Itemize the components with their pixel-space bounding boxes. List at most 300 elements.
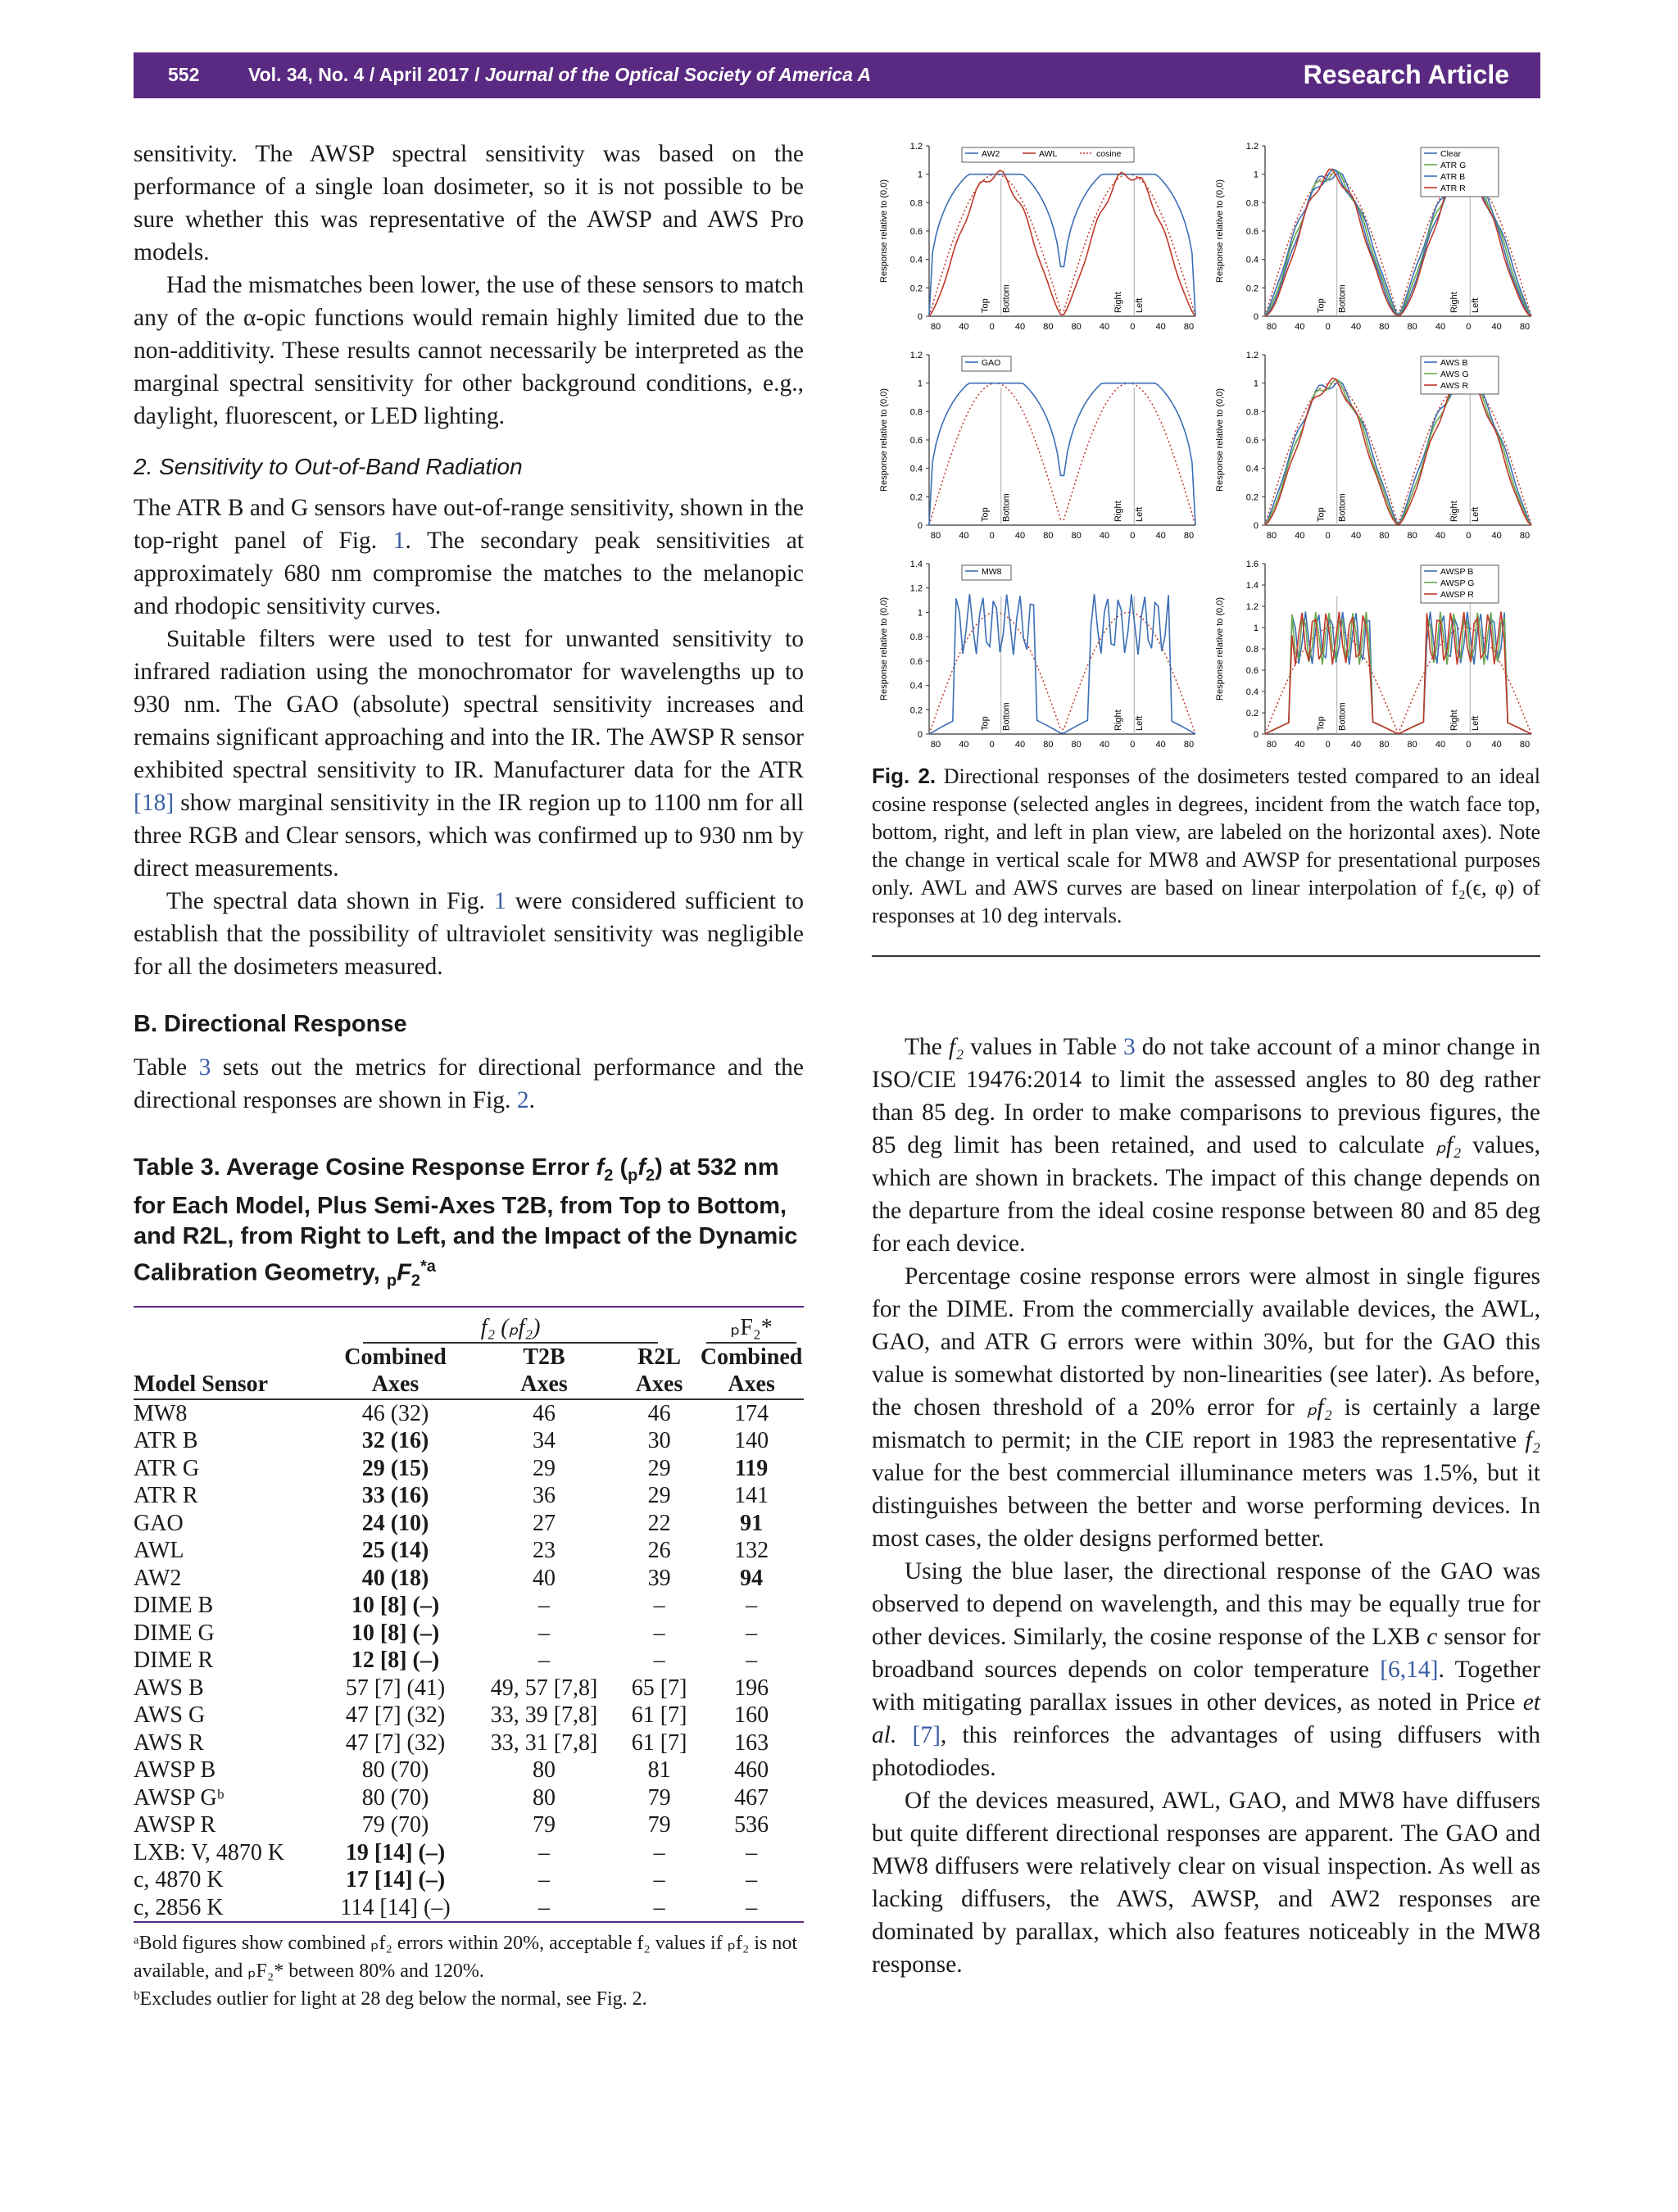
y-tick-label: 1 — [1253, 623, 1258, 633]
table-cell: 119 — [734, 1455, 769, 1481]
y-tick-label: 1.4 — [909, 560, 923, 569]
table-cell: 29 — [533, 1455, 556, 1481]
x-tick-label: 0 — [1325, 740, 1331, 750]
chart-panel — [1208, 555, 1535, 760]
table-cell: 160 — [734, 1702, 769, 1729]
y-axis-label: Response relative to (0,0) — [879, 179, 889, 283]
y-tick-label: 1.2 — [1245, 602, 1258, 612]
table-row — [134, 1811, 804, 1839]
table-cell-model: AWSP R — [134, 1812, 216, 1838]
citation-link[interactable]: [6,14] — [1380, 1657, 1439, 1683]
x-tick-label: 40 — [1014, 531, 1026, 541]
table-cell-model: AWS G — [134, 1702, 206, 1729]
x-tick-label: 0 — [1325, 322, 1331, 332]
y-tick-label: 0 — [1253, 312, 1258, 322]
x-tick-label: 80 — [1407, 740, 1417, 750]
y-tick-label: 0.2 — [909, 705, 923, 716]
table-cell: – — [746, 1867, 758, 1893]
legend-label: AWSP B — [1440, 567, 1474, 577]
table-cell-model: c, 4870 K — [134, 1867, 224, 1893]
table-row — [134, 1702, 804, 1729]
table-row — [134, 1894, 804, 1923]
axis-direction-label: Bottom — [1337, 702, 1348, 731]
x-tick-label: 80 — [1519, 740, 1531, 750]
x-tick-label: 40 — [1350, 322, 1362, 332]
table-cell: 46 — [533, 1400, 556, 1426]
legend-label: ATR R — [1440, 184, 1466, 193]
y-tick-label: 1 — [917, 170, 923, 180]
axis-direction-label: Right — [1113, 709, 1123, 731]
paragraph: The f₂ values in Table 3 do not take account of a minor change in ISO/CIE 19476:2014 to limit the assessed angles to 80 deg rather than 85 deg. In order to make comparisons to previous figures, the 85 deg limit has been retained, and used to calculate ₚf₂ values, which are shown in brackets. The impact of this change depends on the departure from the ideal cosine response between 80 and 85 deg for each device. — [872, 1034, 1540, 1257]
x-tick-label: 40 — [1295, 322, 1305, 332]
table-cell: 24 (10) — [361, 1510, 429, 1536]
table-cell: 94 — [740, 1565, 764, 1591]
y-tick-label: 0.8 — [1245, 407, 1258, 418]
x-tick-label: 80 — [1407, 531, 1417, 541]
table-row — [134, 1565, 804, 1593]
table-cell: – — [746, 1593, 758, 1619]
table-cell: – — [746, 1648, 758, 1674]
x-tick-label: 40 — [1099, 740, 1110, 750]
figure-divider — [872, 955, 1540, 957]
axis-direction-label: Left — [1471, 297, 1481, 313]
table-cell: 25 (14) — [361, 1538, 429, 1564]
x-tick-label: 40 — [1099, 531, 1110, 541]
table-row — [134, 1427, 804, 1455]
table-cell: – — [538, 1620, 551, 1646]
table-cell: 79 (70) — [361, 1812, 429, 1838]
y-axis-label: Response relative to (0,0) — [879, 388, 889, 492]
table-cell: – — [746, 1894, 758, 1920]
table-cell: 46 (32) — [361, 1400, 429, 1426]
table-caption: Table 3. Average Cosine Response Error $f_2$ $(_pf_2)$ at 532 nm for Each Model, Plus Semi-Axes T2B, from Top to Bottom, and R2L, from Right to Left, and the Impact of the Dynamic Calibration Geometry, $_pF_2^{*a}$ — [134, 1154, 798, 1290]
chart-panel — [872, 138, 1200, 342]
figure-2 — [872, 138, 1540, 768]
axis-direction-label: Right — [1113, 292, 1123, 313]
table-cell: 114 [14] (–) — [340, 1894, 451, 1920]
y-axis-label: Response relative to (0,0) — [1215, 388, 1225, 492]
table-cell: – — [653, 1620, 665, 1646]
legend-label: ATR B — [1440, 172, 1466, 182]
x-tick-label: 0 — [989, 322, 995, 332]
x-tick-label: 40 — [1155, 531, 1166, 541]
axis-direction-label: Bottom — [1337, 284, 1348, 313]
legend-label: AWS B — [1440, 358, 1468, 368]
table-ref-link[interactable]: 3 — [1122, 1034, 1136, 1060]
paragraph: The spectral data shown in Fig. 1 were considered sufficient to establish that the possibility of ultraviolet sensitivity was negligible for all the dosimeters measured. — [134, 888, 804, 980]
x-tick-label: 0 — [989, 740, 995, 750]
paragraph: Using the blue laser, the directional response of the GAO was observed to depend on wavelength, and this may be equally true for other devices. Similarly, the cosine response of the LXB c sensor for broadband sources depends on color temperature [6,14]. Together with mitigating parallax issues in other devices, as noted in Price et al. [7], this reinforces the advantages of using diffusers with photodiodes. — [872, 1558, 1541, 1781]
cosine-curve — [929, 383, 1195, 525]
table-cell: 39 — [647, 1565, 671, 1591]
table-cell-model: DIME G — [134, 1620, 215, 1646]
x-tick-label: 40 — [959, 740, 969, 750]
table-cell: 17 [14] (–) — [345, 1867, 446, 1893]
table-cell: 29 (15) — [361, 1455, 429, 1481]
table-cell-model: AWS B — [134, 1675, 204, 1701]
table-cell: – — [538, 1894, 551, 1920]
table-cell: 19 [14] (–) — [345, 1839, 446, 1865]
right-column — [872, 1031, 1540, 1981]
x-tick-label: 80 — [1379, 531, 1390, 541]
series-line — [1265, 378, 1531, 525]
legend-label: Clear — [1440, 149, 1462, 159]
citation-link[interactable]: [7] — [912, 1722, 941, 1748]
x-tick-label: 0 — [1466, 322, 1472, 332]
table-cell: 80 — [533, 1784, 556, 1811]
table-row — [134, 1756, 804, 1784]
x-tick-label: 80 — [1043, 531, 1054, 541]
y-tick-label: 0.6 — [1245, 227, 1258, 237]
table-row — [134, 1620, 804, 1648]
table-cell: 141 — [734, 1483, 769, 1509]
subsection-heading: 2. Sensitivity to Out-of-Band Radiation — [134, 454, 523, 479]
table-cell-model: GAO — [134, 1510, 184, 1536]
x-tick-label: 40 — [1491, 322, 1502, 332]
journal-info: Vol. 34, No. 4 / April 2017 / Journal of the Optical Society of America A — [248, 64, 872, 85]
series-line — [929, 175, 1195, 316]
table-cell-model: c, 2856 K — [134, 1894, 224, 1920]
y-tick-label: 0.4 — [909, 681, 923, 691]
x-tick-label: 80 — [1407, 322, 1417, 332]
x-tick-label: 40 — [1295, 740, 1305, 750]
figure-ref-link[interactable]: 1 — [493, 888, 506, 914]
page-header — [134, 52, 1540, 98]
paragraph: Of the devices measured, AWL, GAO, and MW8 have diffusers but quite different directional responses are apparent. The GAO and MW8 diffusers were relatively clear on visual inspection. As well as lacking diffusers, the AWS, AWSP, and AW2 responses are dominated by parallax, which also features noticeably in the MW8 response. — [872, 1788, 1540, 1978]
axis-direction-label: Left — [1135, 506, 1145, 522]
table-cell-model: LXB: V, 4870 K — [134, 1839, 285, 1865]
left-column — [134, 138, 804, 2013]
figure-ref-link[interactable]: 1 — [392, 528, 406, 554]
x-tick-label: 40 — [1295, 531, 1305, 541]
table-cell: 26 — [647, 1538, 671, 1564]
x-tick-label: 80 — [1379, 322, 1390, 332]
legend-label: ATR G — [1440, 161, 1467, 170]
y-tick-label: 1 — [917, 378, 923, 389]
journal-name: Journal of the Optical Society of America A — [484, 64, 872, 85]
y-tick-label: 0.6 — [909, 227, 923, 237]
table-cell-model: AWL — [134, 1538, 184, 1564]
table-cell: 65 [7] — [631, 1675, 687, 1701]
y-tick-label: 1.2 — [1245, 351, 1258, 360]
table-cell: 34 — [533, 1428, 556, 1454]
axis-direction-label: Right — [1449, 292, 1459, 313]
axis-direction-label: Top — [1316, 716, 1327, 731]
y-tick-label: 0 — [917, 521, 923, 531]
table-cell: 49, 57 [7,8] — [490, 1675, 598, 1701]
y-tick-label: 0.8 — [1245, 645, 1258, 655]
x-tick-label: 0 — [1466, 531, 1472, 541]
x-tick-label: 40 — [1099, 322, 1110, 332]
y-tick-label: 0 — [917, 312, 923, 322]
table-cell: 174 — [734, 1400, 769, 1426]
y-tick-label: 0.4 — [909, 255, 923, 265]
x-tick-label: 80 — [1183, 531, 1195, 541]
x-tick-label: 80 — [1071, 740, 1082, 750]
table-cell: 79 — [647, 1784, 671, 1811]
paragraph: Had the mismatches been lower, the use of these sensors to match any of the α-opic functions would remain highly limited due to the non-additivity. These results cannot necessarily be interpreted as the marginal spectral sensitivity for other background conditions, e.g., daylight, fluorescent, or LED lighting. — [134, 272, 804, 429]
table-cell: 79 — [647, 1812, 671, 1838]
table-cell-model: DIME R — [134, 1648, 214, 1674]
legend-label: GAO — [982, 358, 1001, 368]
table-cell-model: ATR G — [134, 1455, 200, 1481]
y-tick-label: 0.2 — [909, 283, 923, 294]
y-tick-label: 0.4 — [1245, 687, 1258, 697]
chart-panel — [1208, 138, 1535, 342]
axis-direction-label: Right — [1449, 501, 1459, 522]
paragraph: sensitivity. The AWSP spectral sensitivity was based on the performance of a single loan dosimeter, so it is not possible to be sure whether this was representative of the AWSP and AWS Pro models. — [134, 141, 804, 265]
table-cell: – — [538, 1867, 551, 1893]
table-cell-model: ATR R — [134, 1483, 198, 1509]
legend-label: AWL — [1039, 149, 1058, 159]
table-cell: 46 — [647, 1400, 671, 1426]
axis-direction-label: Bottom — [1337, 493, 1348, 522]
table-cell: – — [538, 1839, 551, 1865]
table-cell: 80 (70) — [361, 1784, 429, 1811]
table-cell: 40 — [533, 1565, 556, 1591]
x-tick-label: 40 — [1435, 740, 1446, 750]
y-tick-label: 0.8 — [909, 198, 923, 209]
table-cell: 61 [7] — [631, 1702, 687, 1729]
table-row — [134, 1510, 804, 1538]
table-cell: 467 — [734, 1784, 769, 1811]
table-row — [134, 1399, 804, 1428]
x-tick-label: 80 — [1071, 531, 1082, 541]
paragraph: The ATR B and G sensors have out-of-range sensitivity, shown in the top-right panel of Fig. 1. The secondary peak sensitivities at approximately 680 nm compromise the matches to the melanopic and rhodopic sensitivity curves. — [134, 495, 805, 619]
table-footnote-b: ᵇExcludes outlier for light at 28 deg below the normal, see Fig. 2. — [134, 1988, 647, 2010]
table-row — [134, 1455, 804, 1483]
x-tick-label: 40 — [1491, 531, 1502, 541]
x-tick-label: 80 — [930, 531, 941, 541]
y-tick-label: 0.2 — [1245, 709, 1258, 718]
x-tick-label: 80 — [930, 322, 941, 332]
table-cell: 91 — [740, 1510, 764, 1536]
table-cell: – — [653, 1894, 665, 1920]
x-tick-label: 40 — [959, 322, 969, 332]
table-cell: 30 — [647, 1428, 671, 1454]
axis-direction-label: Left — [1471, 506, 1481, 522]
legend-label: AWSP R — [1440, 590, 1474, 600]
y-tick-label: 0.6 — [1245, 436, 1258, 446]
y-tick-label: 0.8 — [909, 632, 923, 643]
x-tick-label: 80 — [1183, 740, 1195, 750]
x-tick-label: 80 — [1266, 740, 1277, 750]
table-cell: 47 [7] (32) — [345, 1729, 446, 1756]
table-cell-model: AWSP B — [134, 1757, 216, 1784]
table-cell: 47 [7] (32) — [345, 1702, 446, 1729]
table-cell-model: ATR B — [134, 1428, 198, 1454]
table-cell: 23 — [533, 1538, 556, 1564]
table-cell: 40 (18) — [361, 1565, 429, 1591]
table-cell: 81 — [647, 1757, 671, 1784]
axis-direction-label: Bottom — [1001, 702, 1012, 731]
x-tick-label: 40 — [1350, 531, 1362, 541]
axis-direction-label: Right — [1113, 501, 1123, 522]
x-tick-label: 80 — [1379, 740, 1390, 750]
paragraph: Table 3 sets out the metrics for directional performance and the directional responses are shown in Fig. 2. — [134, 1054, 804, 1113]
y-tick-label: 0.4 — [1245, 464, 1258, 474]
table-cell: 10 [8] (–) — [351, 1593, 440, 1619]
axis-direction-label: Left — [1471, 715, 1481, 731]
axis-direction-label: Top — [980, 716, 991, 731]
x-tick-label: 80 — [930, 740, 941, 750]
table-row — [134, 1592, 804, 1620]
table-cell-model: DIME B — [134, 1593, 214, 1619]
table-cell: – — [653, 1593, 665, 1619]
table-row — [134, 1839, 804, 1867]
table-row — [134, 1866, 804, 1894]
y-tick-label: 0 — [1253, 521, 1258, 531]
x-tick-label: 0 — [1130, 740, 1136, 750]
cosine-curve — [929, 612, 1195, 734]
legend-label: MW8 — [982, 567, 1002, 577]
x-tick-label: 80 — [1071, 322, 1082, 332]
x-tick-label: 40 — [1014, 740, 1026, 750]
table-cell: – — [653, 1839, 665, 1865]
cosine-curve — [1265, 383, 1531, 525]
figure-caption: Fig. 2. Directional responses of the dosimeters tested compared to an ideal cosine response (selected angles in degrees, incident from the watch face top, bottom, right, and left in plan view, are labeled on the horizontal axes). Note the change in vertical scale for MW8 and AWSP for presentational purposes only. AWL and AWS curves are based on linear interpolation of f₂(ϵ, φ) of responses at 10 deg intervals. — [872, 764, 1540, 927]
table-cell: – — [653, 1867, 665, 1893]
y-tick-label: 0.6 — [1245, 666, 1258, 676]
table-cell: 36 — [533, 1483, 556, 1509]
x-tick-label: 40 — [1350, 740, 1362, 750]
y-tick-label: 0 — [1253, 730, 1258, 740]
table-ref-link[interactable]: 3 — [198, 1054, 211, 1081]
figure-ref-link[interactable]: 2 — [516, 1087, 529, 1113]
series-line — [1265, 612, 1531, 734]
y-tick-label: 1 — [1253, 170, 1258, 180]
x-tick-label: 80 — [1266, 322, 1277, 332]
axis-direction-label: Left — [1135, 297, 1145, 313]
y-tick-label: 1.6 — [1245, 560, 1258, 569]
y-tick-label: 0.2 — [909, 492, 923, 503]
y-tick-label: 0.2 — [1245, 492, 1258, 503]
x-tick-label: 40 — [959, 531, 969, 541]
table-footnote-a: ᵃBold figures show combined ₚf₂ errors within 20%, acceptable f₂ values if ₚf₂ is not available, and ₚF₂* between 80% and 120%. — [134, 1933, 798, 1983]
citation-link[interactable]: [18] — [134, 790, 175, 816]
legend-label: AWSP G — [1440, 578, 1475, 588]
series-line — [929, 170, 1195, 316]
legend-label: cosine — [1096, 149, 1122, 159]
table-cell: 33 (16) — [361, 1483, 429, 1509]
table-cell-model: AW2 — [134, 1565, 182, 1591]
table-row — [134, 1784, 804, 1812]
axis-direction-label: Bottom — [1001, 493, 1012, 522]
y-tick-label: 1.2 — [1245, 142, 1258, 152]
article-type: Research Article — [1303, 60, 1509, 89]
chart-panel — [872, 555, 1200, 760]
x-tick-label: 0 — [1130, 531, 1136, 541]
x-tick-label: 40 — [1155, 740, 1166, 750]
table-cell: – — [538, 1593, 551, 1619]
x-tick-label: 0 — [989, 531, 995, 541]
table-cell: 29 — [647, 1455, 671, 1481]
y-tick-label: 1 — [917, 608, 923, 619]
table-row — [134, 1482, 804, 1510]
table-cell: 22 — [647, 1510, 671, 1536]
table-cell: 460 — [734, 1757, 769, 1784]
y-tick-label: 0.8 — [909, 407, 923, 418]
table-row — [134, 1675, 804, 1702]
table-cell-model: MW8 — [134, 1400, 188, 1426]
paragraph: Suitable filters were used to test for unwanted sensitivity to infrared radiation using the monochromator for wavelengths up to 930 nm. The GAO (absolute) spectral sensitivity increases and remains significant approaching and into the IR. The AWSP R sensor exhibited spectral sensitivity to IR. Manufacturer data for the ATR [18] show marginal sensitivity in the IR region up to 1100 nm for all three RGB and Clear sensors, which was confirmed up to 930 nm by direct measurements. — [134, 626, 804, 882]
series-line — [929, 594, 1195, 734]
x-tick-label: 0 — [1466, 740, 1472, 750]
table-cell: 27 — [533, 1510, 556, 1536]
y-axis-label: Response relative to (0,0) — [879, 597, 889, 700]
y-tick-label: 1.2 — [909, 583, 923, 594]
x-tick-label: 0 — [1130, 322, 1136, 332]
series-line — [1265, 379, 1531, 525]
y-tick-label: 0.4 — [909, 464, 923, 474]
table-cell: – — [746, 1620, 758, 1646]
axis-direction-label: Left — [1135, 715, 1145, 731]
table-cell: 33, 39 [7,8] — [490, 1702, 598, 1729]
x-tick-label: 80 — [1183, 322, 1195, 332]
table-cell: – — [538, 1648, 551, 1674]
y-axis-label: Response relative to (0,0) — [1215, 597, 1225, 700]
table-cell: 12 [8] (–) — [351, 1648, 440, 1674]
table-cell: 536 — [734, 1812, 769, 1838]
table-cell: 29 — [647, 1483, 671, 1509]
x-tick-label: 80 — [1519, 531, 1531, 541]
cosine-curve — [929, 175, 1195, 316]
x-tick-label: 40 — [1014, 322, 1026, 332]
results-table: f₂ (ₚf₂) ₚF₂* Combined T2B R2L Combined Model Sensor Axes Axes Axes Axes MW8 46 (32) 46 46 174 ATR B 32 (16) 34 30 140 ATR G 29 (15) 29 29 119 ATR R 33 (16) 36 29 141 GAO 24 (10) 27 22 91 AWL 25 (14) 23 26 132 AW2 40 (18) 40 39 94 DIME B 10 [8] (–) – – – DIME G 10 [8] (–) – – – DIME R 12 [8] (–) – – – AWS B 57 [7] (41) 49, 57 [7,8] 65 [7] 196 AWS G 47 [7] (32) 33, 39 [7,8] 61 [7] 160 AWS R 47 [7] (32) 33, 31 [7,8] 61 [7] 163 AWSP B 80 (70) 80 81 460 AWSP Gᵇ 80 (70) 80 79 467 AWSP R 79 (70) 79 79 536 LXB: V, 4870 K 19 [14] (–) – – – c, 4870 K 17 [14] (–) – – – c, 2856 K 114 [14] (–) – – – — [134, 1306, 804, 1923]
y-tick-label: 0.4 — [1245, 255, 1258, 265]
y-tick-label: 0.6 — [909, 656, 923, 667]
y-tick-label: 0.2 — [1245, 283, 1258, 294]
y-tick-label: 1.2 — [909, 351, 923, 360]
y-tick-label: 0.8 — [1245, 198, 1258, 209]
table-row — [134, 1537, 804, 1565]
table-cell: 140 — [734, 1428, 769, 1454]
y-tick-label: 1.4 — [1245, 581, 1258, 591]
y-tick-label: 0.6 — [909, 436, 923, 446]
y-axis-label: Response relative to (0,0) — [1215, 179, 1225, 283]
axis-direction-label: Bottom — [1001, 284, 1012, 313]
series-line — [929, 383, 1195, 525]
table-row — [134, 1729, 804, 1757]
paragraph: Percentage cosine response errors were almost in single figures for the DIME. From the commercially available devices, the AWL, GAO, and ATR G errors were within 30%, but for the GAO this value is somewhat distorted by non-linearities (see later). As before, the chosen threshold of a 20% error for ₚf₂ is certainly a large mismatch to permit; in the CIE report in 1983 the representative f₂ value for the best commercial illuminance meters was 1.5%, but it distinguishes between the better and worse performing devices. In most cases, the older designs performed better. — [872, 1263, 1541, 1552]
table-cell: 163 — [734, 1729, 769, 1756]
axis-direction-label: Top — [980, 507, 991, 522]
table-cell: 61 [7] — [631, 1729, 687, 1756]
legend-label: AWS G — [1440, 369, 1469, 379]
table-cell: 33, 31 [7,8] — [490, 1729, 598, 1756]
series-line — [1265, 378, 1531, 525]
table-cell: 10 [8] (–) — [351, 1620, 440, 1646]
x-tick-label: 80 — [1266, 531, 1277, 541]
group-header-pf2: ₚF₂* — [706, 1314, 796, 1344]
table-cell: – — [746, 1839, 758, 1865]
table-cell: 32 (16) — [361, 1428, 429, 1454]
axis-direction-label: Right — [1449, 709, 1459, 731]
table-cell: 196 — [734, 1675, 769, 1701]
y-tick-label: 0 — [917, 730, 923, 740]
x-tick-label: 80 — [1519, 322, 1531, 332]
axis-direction-label: Top — [1316, 298, 1327, 313]
x-tick-label: 40 — [1155, 322, 1166, 332]
legend-label: AWS R — [1440, 381, 1469, 391]
x-tick-label: 40 — [1435, 531, 1446, 541]
table-cell: 57 [7] (41) — [345, 1675, 446, 1701]
y-tick-label: 1 — [1253, 378, 1258, 389]
table-cell-model: AWS R — [134, 1729, 204, 1756]
table-row — [134, 1647, 804, 1675]
table-cell-model: AWSP Gᵇ — [134, 1784, 224, 1811]
y-tick-label: 1.2 — [909, 142, 923, 152]
